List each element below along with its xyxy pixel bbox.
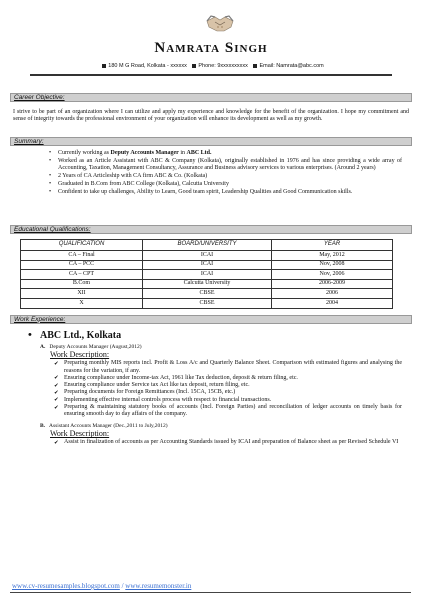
footer-link-2[interactable]: www.resumemonster.in [125,582,192,590]
footer-link-1[interactable]: www.cv-resumesamples.blogspot.com [12,582,120,590]
list-item: • Worked as an Article Assistant with ABC & Company (Kolkata), originally established in 1976 and has since providing a wide array of Accounting, Taxation, Management Consultancy, Assurance and Business advisory services to various enterprises. (Around 2 years) [58,158,402,173]
role-b: B. Assistant Accounts Manager (Dec.,2011 to July,2012) [40,422,168,429]
table-header-row [21,240,393,251]
address: 180 M G Road, Kolkata - xxxxxx [108,63,187,69]
table-row: XII CBSE 2006 [21,289,393,299]
section-objective: Career Objective: [10,93,412,102]
list-item: • Graduated in B.Com from ABC College (Kolkata), Calcutta University [58,181,402,188]
column-header: QUALIFICATION [21,240,143,251]
header-divider [30,74,392,76]
resume-header [10,8,412,93]
list-item: ✔ Ensuring compliance under Service tax Act like tax deposit, return filing, etc. [64,382,402,389]
list-item: ✔ Implementing effective internal controls process with respect to financial transactions. [64,397,402,404]
table-row: X CBSE 2004 [21,298,393,308]
bullet-square-icon [102,64,106,68]
bullet-square-icon [253,64,257,68]
role-a: A. Deputy Accounts Manager (August,2012) [40,343,142,350]
list-item: ✔ Preparing documents for Foreign Remittances (Incl. 15CA, 15CB, etc.) [64,389,402,396]
table-row: B.Com Calcutta University 2006-2009 [21,279,393,289]
list-item: ✔ Assist in finalization of accounts as per Accounting Standards issued by ICAI and preparation of Balance sheet as per Revised Schedule VI [64,439,402,446]
list-item: • Confident to take up challenges, Ability to Learn, Good team spirit, Leadership Qualities and Good Communication skills. [58,189,402,196]
duties-list-a [64,360,412,419]
table-row: CA – PCC ICAI Nov, 2008 [21,260,393,270]
handshake-icon [205,12,235,36]
column-header: BOARD/UNIVERSITY [143,240,272,251]
objective-text: I strive to be part of an organization where I can utilize and apply my experience and knowledge for the benefit of the organization. I hope my commitment and sense of integrity towards the professional environment of your organization will enhance its development as well as my growth. [13,109,409,123]
list-item: • Currently working as Deputy Accounts Manager in ABC Ltd. [58,150,402,157]
education-table [20,239,393,309]
list-item: • 2 Years of CA Articleship with CA firm ABC & Co. (Kolkata) [58,173,402,180]
list-item: ✔ Preparing monthly MIS reports incl. Profit & Loss A/c and Quarterly Balance Sheet. Comparison with estimated figures and analysing the reasons for the variation, if any. [64,360,402,375]
footer-links: www.cv-resumesamples.blogspot.com / www.resumemonster.in [12,582,192,590]
footer-divider [10,592,411,593]
list-item: ✔ Preparing & maintaining statutory books of accounts (Incl. Foreign Parties) and reconciliation of ledger accounts on timely basis for ensuring smooth day to day affairs of the company. [64,404,402,419]
section-summary: Summary: [10,137,412,146]
work-description-title: Work Description: [50,350,110,360]
phone: Phone: 9xxxxxxxxxx [198,63,248,69]
contact-line [10,63,412,70]
table-row: CA – Final ICAI May, 2012 [21,251,393,261]
experience-block [10,324,412,447]
company-name: • ABC Ltd., Kolkata [28,330,412,342]
section-experience: Work Experience: [10,315,412,324]
section-education: Educational Qualifications: [10,225,412,234]
summary-list [10,146,412,225]
candidate-name: NAMRATA SINGH [154,40,268,56]
table-row: CA – CPT ICAI Nov, 2006 [21,270,393,280]
list-item: ✔ Ensuring compliance under Income-tax Act, 1961 like Tax deduction, deposit & return filing, etc. [64,375,402,382]
bullet-square-icon [192,64,196,68]
work-description-title: Work Description: [50,429,110,439]
email: Email: Namrata@abc.com [259,63,324,69]
duties-list-b [64,439,412,446]
column-header: YEAR [272,240,393,251]
